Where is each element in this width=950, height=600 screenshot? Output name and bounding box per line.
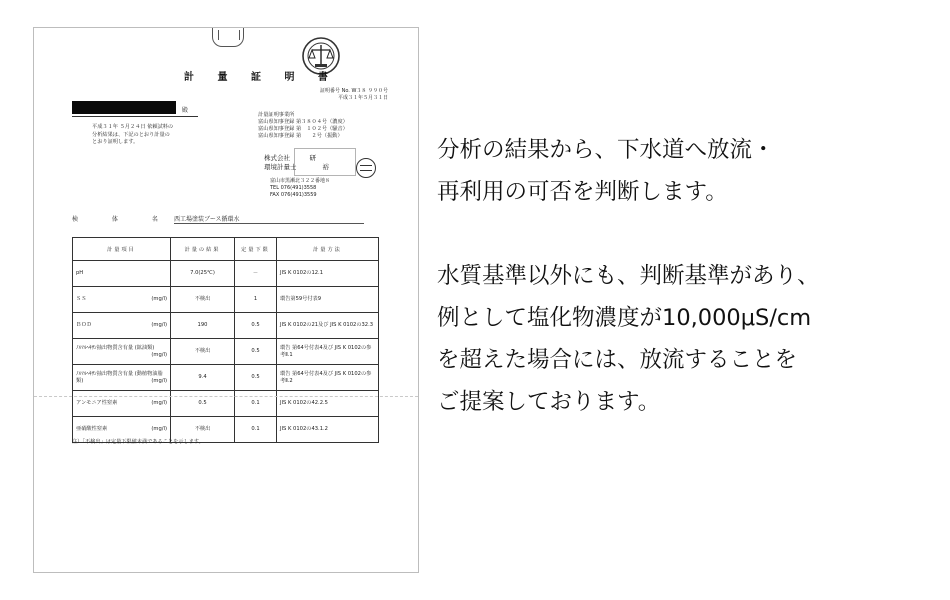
header-item: 計量項目 bbox=[73, 238, 171, 261]
intro-line: 平成３１年 ５月２４日 依頼試料の bbox=[92, 124, 174, 130]
table-row bbox=[73, 313, 379, 339]
explanation-line: 再利用の可否を判断します。 bbox=[437, 179, 728, 205]
sample-underline bbox=[174, 223, 364, 224]
issuer-registration bbox=[258, 112, 348, 140]
certificate-title: 計 量 証 明 書 bbox=[184, 72, 338, 83]
redacted-addressee bbox=[72, 101, 176, 114]
row-result: 不検出 bbox=[171, 417, 235, 443]
row-item: pH bbox=[73, 261, 171, 287]
environmental-measurer: 環境計量士 裕 bbox=[264, 163, 329, 171]
table-footnote: 注）「不検出」は定量下限値未満であることを示します。 bbox=[72, 439, 204, 445]
header-limit: 定量下限 bbox=[235, 238, 277, 261]
row-method: 環告 第64号付表4及び JIS K 0102の参考Ⅱ.1 bbox=[277, 339, 379, 365]
explanation-line: 分析の結果から、下水道へ放流・ bbox=[437, 137, 775, 163]
sample-label: 検 体 名 bbox=[72, 216, 174, 223]
row-limit: 0.5 bbox=[235, 313, 277, 339]
row-item: アンモニア性窒素 (mg/l) bbox=[73, 391, 171, 417]
header-result: 計量の結果 bbox=[171, 238, 235, 261]
company-address bbox=[270, 178, 330, 199]
row-method: 環告 第64号付表4及び JIS K 0102の参考Ⅱ.2 bbox=[277, 365, 379, 391]
row-method: JIS K 0102の42.2.5 bbox=[277, 391, 379, 417]
row-result: 不検出 bbox=[171, 339, 235, 365]
phone-line: TEL 076(491)3558 bbox=[270, 185, 317, 191]
intro-line: 分析結果は、下記のとおり計量の bbox=[92, 131, 170, 138]
scan-fold-line bbox=[34, 396, 418, 397]
reference-number: 証明番号 No. W３８ ９９０号 bbox=[319, 88, 388, 94]
row-limit: 0.5 bbox=[235, 365, 277, 391]
table-row bbox=[73, 391, 379, 417]
row-result: 7.0(25℃) bbox=[171, 261, 235, 287]
table-row bbox=[73, 339, 379, 365]
row-limit: 0.1 bbox=[235, 391, 277, 417]
certificate-scan bbox=[33, 27, 419, 573]
sample-name: 西工場塗装ブース循環水 bbox=[174, 216, 240, 223]
issuer-line: 富山県知事登録 第３８０４号（濃度） bbox=[258, 119, 348, 125]
row-item: ＢＯＤ (mg/l) bbox=[73, 313, 171, 339]
explanation-line: を超えた場合には、放流することを bbox=[437, 347, 798, 373]
issuer-line: 富山県知事登録 第 １０２号（騒音） bbox=[258, 126, 348, 132]
addressee-underline bbox=[72, 116, 198, 117]
row-item: ＳＳ (mg/l) bbox=[73, 287, 171, 313]
top-seal-mark bbox=[212, 28, 244, 47]
row-method: JIS K 0102の43.1.2 bbox=[277, 417, 379, 443]
row-limit: 0.1 bbox=[235, 417, 277, 443]
row-limit: 0.5 bbox=[235, 339, 277, 365]
table-row bbox=[73, 261, 379, 287]
reference-block bbox=[278, 88, 388, 102]
explanation-line: 例として塩化物濃度が10,000μS/cm bbox=[437, 305, 812, 331]
row-result: 不検出 bbox=[171, 287, 235, 313]
row-item: ﾉﾙﾏﾙﾍｷｻﾝ抽出物質含有量 (動植物油脂類) (mg/l) bbox=[73, 365, 171, 391]
company-name: 株式会社 研 bbox=[264, 154, 316, 162]
company-block bbox=[264, 154, 329, 172]
reference-date: 平成３１年５月３１日 bbox=[337, 95, 388, 101]
personal-seal-icon bbox=[356, 158, 376, 178]
table-row bbox=[73, 365, 379, 391]
table-header-row bbox=[73, 238, 379, 261]
results-table bbox=[72, 237, 379, 443]
intro-text bbox=[92, 124, 173, 147]
intro-line: とおり証明します。 bbox=[92, 139, 139, 145]
explanation-text bbox=[437, 129, 947, 423]
row-limit: 1 bbox=[235, 287, 277, 313]
address-line: 富山市黒瀬北３２２番地８ bbox=[270, 178, 331, 184]
table-row bbox=[73, 287, 379, 313]
row-limit: － bbox=[235, 261, 277, 287]
row-item: 亜硝酸性窒素 (mg/l) bbox=[73, 417, 171, 443]
row-item: ﾉﾙﾏﾙﾍｷｻﾝ抽出物質含有量 (鉱油類) (mg/l) bbox=[73, 339, 171, 365]
fax-line: FAX 076(491)3559 bbox=[270, 192, 317, 198]
row-result: 0.5 bbox=[171, 391, 235, 417]
header-method: 計量方法 bbox=[277, 238, 379, 261]
row-method: 環告第59号付表9 bbox=[277, 287, 379, 313]
row-result: 190 bbox=[171, 313, 235, 339]
explanation-line: ご提案しております。 bbox=[437, 389, 661, 415]
row-result: 9.4 bbox=[171, 365, 235, 391]
issuer-line: 富山県知事登録 第 ２号（振動） bbox=[258, 133, 343, 139]
explanation-line: 水質基準以外にも、判断基準があり、 bbox=[437, 263, 820, 289]
issuer-line: 計量証明事業所 bbox=[258, 112, 295, 118]
row-method: JIS K 0102の12.1 bbox=[277, 261, 379, 287]
addressee-suffix: 殿 bbox=[182, 107, 189, 114]
row-method: JIS K 0102の21及び JIS K 0102の32.3 bbox=[277, 313, 379, 339]
